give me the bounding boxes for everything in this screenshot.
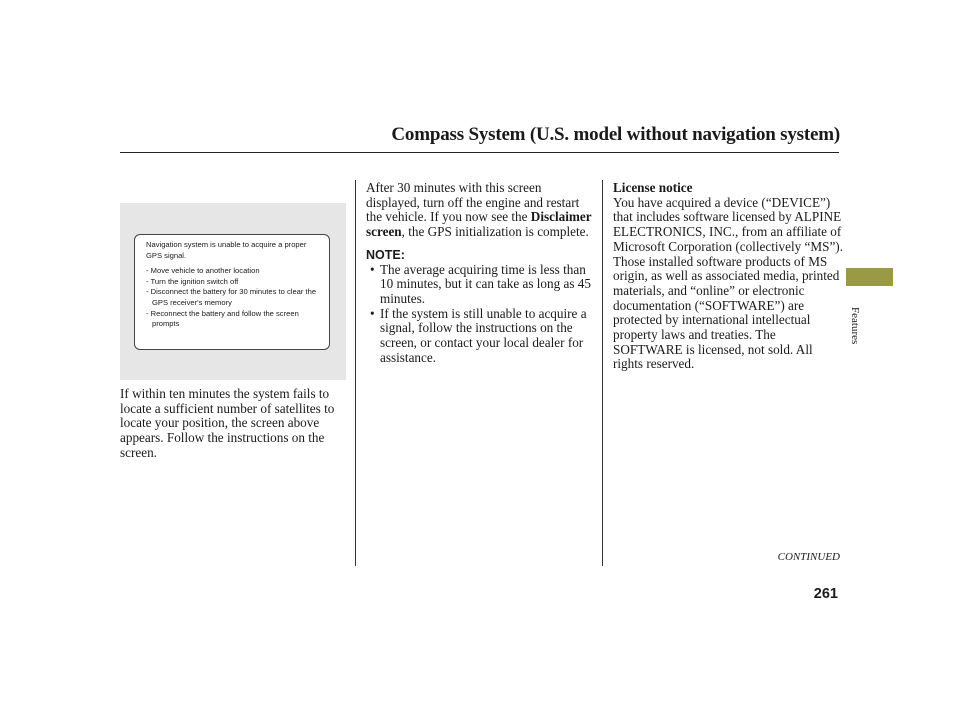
note-heading: NOTE: [366,247,405,262]
continued-label: CONTINUED [777,551,840,563]
page-title: Compass System (U.S. model without navigation system) [391,124,840,145]
gps-error-screen [134,234,330,350]
gps-failure-paragraph: If within ten minutes the system fails to locate a sufficient number of satellites to locate your position, the screen above appears. Follow the instructions on the screen. [120,386,335,460]
license-heading: License notice [613,180,693,195]
note-item: • The average acquiring time is less than 10 minutes, but it can take as long as 45 minutes. [366,263,592,307]
column-1 [120,387,348,461]
note-list [366,263,592,366]
gps-error-step: - Reconnect the battery and follow the screen prompts [146,308,299,329]
gps-error-step: - Disconnect the battery for 30 minutes to clear the GPS receiver's memory [146,287,317,307]
column-3 [613,181,843,372]
note-item: • If the system is still unable to acquire a signal, follow the instructions on the screen, or contact your local dealer for assistance. [366,307,592,366]
screen-illustration [120,203,346,380]
restart-paragraph [366,181,592,240]
title-rule [120,152,839,153]
gps-error-message: Navigation system is unable to acquire a proper GPS signal. [146,240,307,260]
page-number: 261 [813,586,838,602]
column-divider-right [602,180,603,566]
gps-error-steps [146,266,323,330]
column-divider-left [355,180,356,566]
section-tab [846,268,893,286]
license-text: You have acquired a device (“DEVICE”) that includes software licensed by ALPINE ELECTRONICS, INC., from an affiliate of Microsoft Corporation (collectively “MS”). Those installed software products of MS origin, as well as associated media, printed materials, and “online” or electronic documentation (“SOFTWARE”) are protected by international intellectual property laws and treaties. The SOFTWARE is licensed, not sold. All rights reserved. [613,194,843,372]
disclaimer-screen-term: Disclaimer screen [366,209,592,240]
column-2 [366,181,592,365]
restart-text-after: , the GPS initialization is complete. [401,224,589,240]
gps-error-step: - Move vehicle to another location [146,266,260,276]
restart-text-before: After 30 minutes with this screen displayed, turn off the engine and restart the vehicle. If you now see the [366,180,580,225]
gps-error-step: - Turn the ignition switch off [146,276,239,286]
section-label: Features [849,307,861,345]
